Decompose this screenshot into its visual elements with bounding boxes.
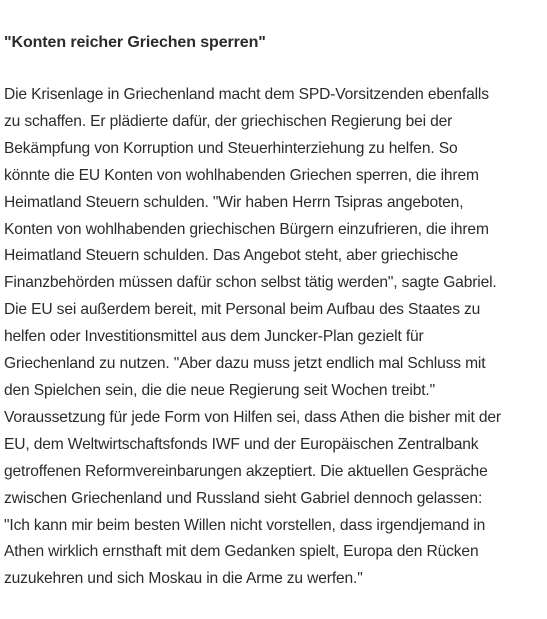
body-line: zuzukehren und sich Moskau in die Arme zu werfen."	[4, 570, 363, 588]
body-line: Bekämpfung von Korruption und Steuerhinterziehung zu helfen. So	[4, 139, 458, 157]
body-line: Die EU sei außerdem bereit, mit Personal beim Aufbau des Staates zu	[4, 301, 481, 319]
article	[4, 30, 544, 593]
body-line: Konten von wohlhabenden griechischen Bürgern einzufrieren, die ihrem	[4, 220, 489, 238]
article-body	[4, 82, 544, 593]
body-line: "Ich kann mir beim besten Willen nicht vorstellen, dass irgendjemand in	[4, 516, 486, 534]
body-line: Griechenland zu nutzen. "Aber dazu muss jetzt endlich mal Schluss mit	[4, 355, 486, 373]
body-line: Heimatland Steuern schulden. Das Angebot steht, aber griechische	[4, 247, 459, 265]
body-line: Die Krisenlage in Griechenland macht dem SPD-Vorsitzenden ebenfalls	[4, 86, 489, 103]
body-line: Finanzbehörden müssen dafür schon selbst tätig werden", sagte Gabriel.	[4, 274, 497, 292]
body-line: zu schaffen. Er plädierte dafür, der griechischen Regierung bei der	[4, 112, 453, 130]
body-line: den Spielchen sein, die die neue Regierung seit Wochen treibt."	[4, 381, 435, 399]
body-line: EU, dem Weltwirtschaftsfonds IWF und der Europäischen Zentralbank	[4, 435, 479, 453]
body-line: helfen oder Investitionsmittel aus dem Juncker-Plan gezielt für	[4, 328, 424, 346]
body-line: könnte die EU Konten von wohlhabenden Griechen sperren, die ihrem	[4, 166, 479, 184]
body-line: Heimatland Steuern schulden. "Wir haben Herrn Tsipras angeboten,	[4, 193, 464, 211]
body-line: getroffenen Reformvereinbarungen akzeptiert. Die aktuellen Gespräche	[4, 462, 488, 480]
body-line: Voraussetzung für jede Form von Hilfen sei, dass Athen die bisher mit der	[4, 408, 501, 426]
article-headline: "Konten reicher Griechen sperren"	[4, 34, 266, 51]
body-line: Athen wirklich ernsthaft mit dem Gedanken spielt, Europa den Rücken	[4, 543, 479, 561]
body-line: zwischen Griechenland und Russland sieht Gabriel dennoch gelassen:	[4, 489, 483, 507]
